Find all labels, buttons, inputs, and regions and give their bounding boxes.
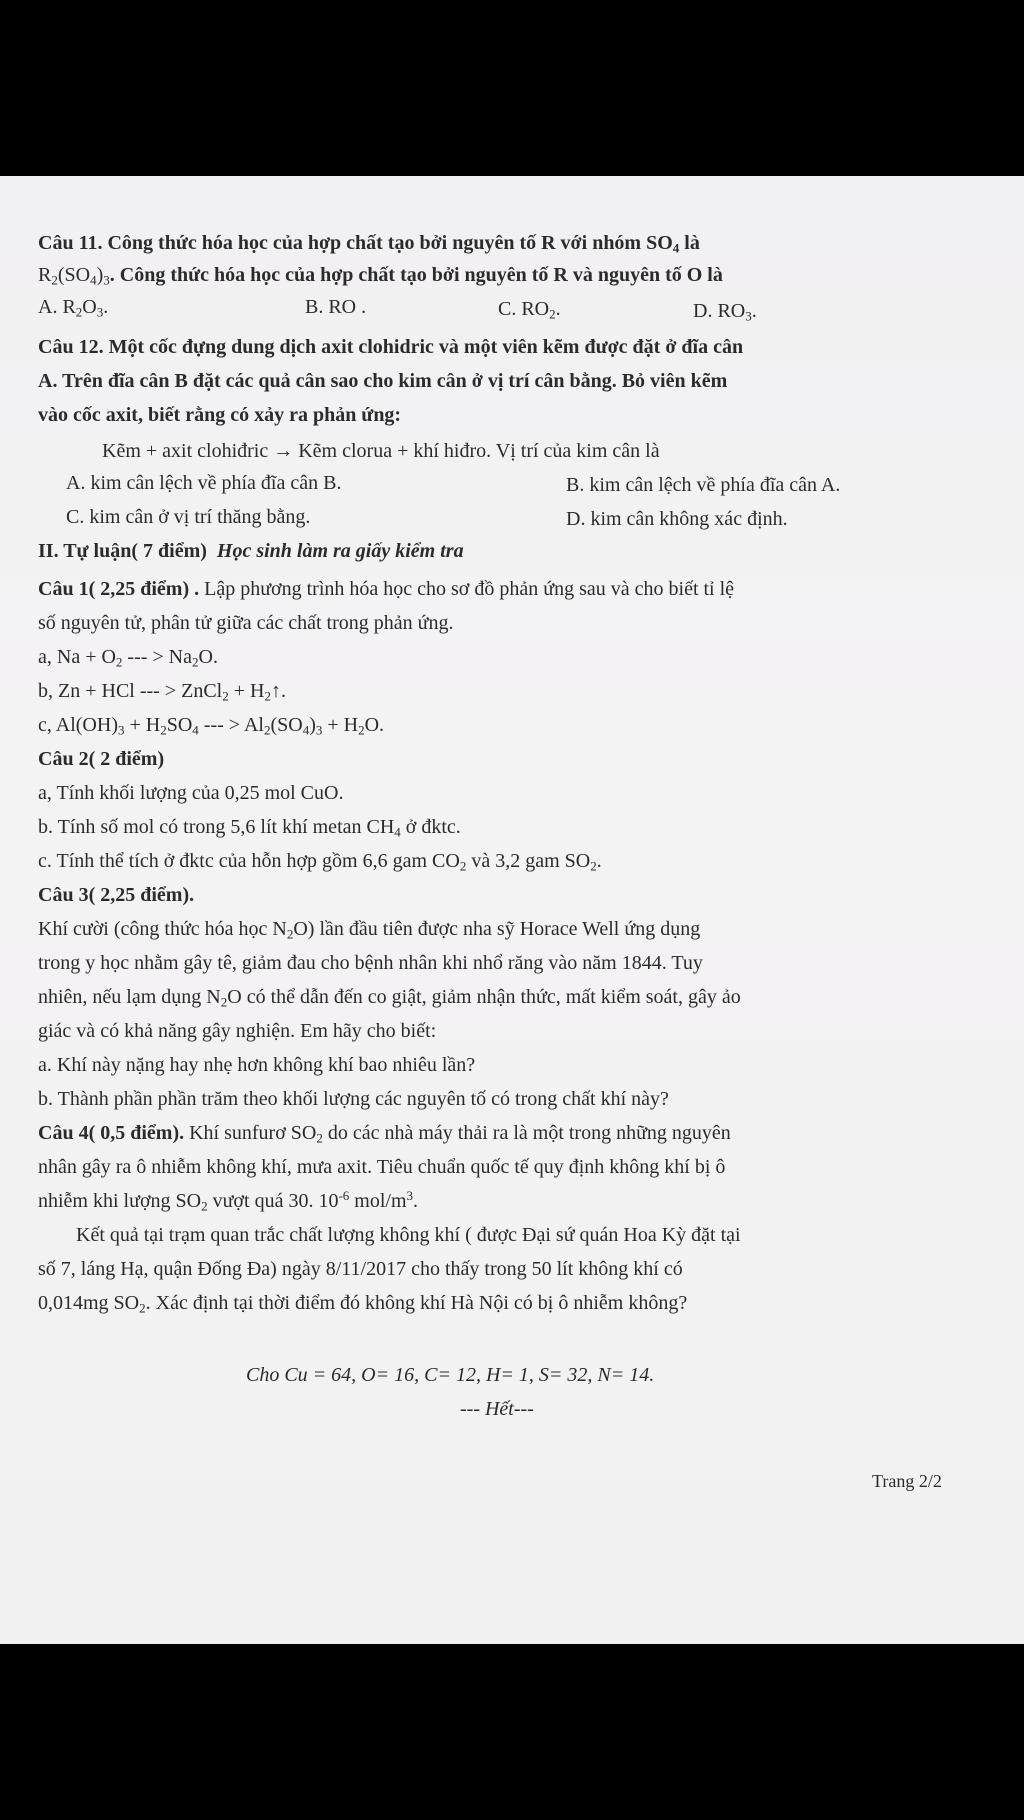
c1-line1: Câu 1( 2,25 điểm) . Lập phương trình hóa học cho sơ đồ phản ứng sau và cho biết tỉ lệ <box>38 578 735 600</box>
c2-a: a, Tính khối lượng của 0,25 mol CuO. <box>38 782 344 804</box>
page-number: Trang 2/2 <box>872 1471 942 1491</box>
c4-line5: số 7, láng Hạ, quận Đống Đa) ngày 8/11/2017 cho thấy trong 50 lít không khí có <box>38 1258 683 1280</box>
q12-option-c: C. kim cân ở vị trí thăng bằng. <box>66 506 311 528</box>
q11-option-b: B. RO . <box>305 296 367 318</box>
c2-head: Câu 2( 2 điểm) <box>38 748 165 770</box>
q11-option-a: A. $R_2O_3$. <box>38 296 109 320</box>
q11-line1: Câu 11. Công thức hóa học của hợp chất tạo bởi nguyên tố R với nhóm $SO_4$ là <box>38 232 700 256</box>
c4-line6: 0,014mg $SO_2$. Xác định tại thời điểm đó không khí Hà Nội có bị ô nhiễm không? <box>38 1292 688 1316</box>
c3-a: a. Khí này nặng hay nhẹ hơn không khí bao nhiêu lần? <box>38 1054 476 1076</box>
c4-line2: nhân gây ra ô nhiễm không khí, mưa axit. Tiêu chuẩn quốc tế quy định không khí bị ô <box>38 1156 726 1178</box>
c3-line3: nhiên, nếu lạm dụng $N_2O$ có thể dẫn đến co giật, giảm nhận thức, mất kiểm soát, gây ảo <box>38 986 741 1010</box>
c2-c: c. Tính thể tích ở đktc của hỗn hợp gồm 6,6 gam $CO_2$ và 3,2 gam $SO_2$. <box>38 850 602 874</box>
c3-b: b. Thành phần phần trăm theo khối lượng các nguyên tố có trong chất khí này? <box>38 1088 669 1110</box>
q12-line3: vào cốc axit, biết rằng có xảy ra phản ứng: <box>38 404 402 426</box>
q12-line1: Câu 12. Một cốc đựng dung dịch axit clohidric và một viên kẽm được đặt ở đĩa cân <box>38 336 744 358</box>
c4-line1: Câu 4( 0,5 điểm). Khí sunfurơ $SO_2$ do các nhà máy thải ra là một trong những nguyên <box>38 1122 731 1146</box>
q11-option-c: C. $RO_2$. <box>498 298 561 322</box>
c4-line3: nhiễm khi lượng $SO_2$ vượt quá 30. $10^{-6}$ mol/$m^3$. <box>38 1187 419 1214</box>
c3-head: Câu 3( 2,25 điểm). <box>38 884 195 906</box>
q12-option-d: D. kim cân không xác định. <box>566 508 788 530</box>
q11-line2: $R_2(SO_4)_3$. Công thức hóa học của hợp chất tạo bởi nguyên tố R và nguyên tố O là <box>38 264 723 288</box>
c3-line4: giác và có khả năng gây nghiện. Em hãy cho biết: <box>38 1020 437 1042</box>
c1-eq-b: b, Zn + HCl --- > ZnCl$_2$ + $H_2↑$. <box>38 680 286 704</box>
q11-option-d: D. $RO_3$. <box>693 300 757 324</box>
c3-line2: trong y học nhằm gây tê, giảm đau cho bệnh nhân khi nhổ răng vào năm 1844. Tuy <box>38 952 703 974</box>
c1-eq-c: c, $Al(OH)_3 + H_2SO_4$ --- > $Al_2(SO_4)_3 + H_2O$. <box>38 714 385 738</box>
c3-line1: Khí cười (công thức hóa học $N_2O$) lần đầu tiên được nha sỹ Horace Well ứng dụng <box>38 918 701 942</box>
given-atomic-masses: Cho Cu = 64, O= 16, C= 12, H= 1, S= 32, N= 14. <box>246 1364 655 1386</box>
q12-reaction: Kẽm + axit clohiđric → Kẽm clorua + khí hiđro. Vị trí của kim cân là <box>102 440 660 462</box>
c1-line2: số nguyên tử, phân tử giữa các chất trong phản ứng. <box>38 612 454 634</box>
c4-line4: Kết quả tại trạm quan trắc chất lượng không khí ( được Đại sứ quán Hoa Kỳ đặt tại <box>76 1224 741 1246</box>
q12-option-a: A. kim cân lệch về phía đĩa cân B. <box>66 472 342 494</box>
part2-title: II. Tự luận( 7 điểm) Học sinh làm ra giấy kiểm tra <box>38 540 464 562</box>
q12-line2: A. Trên đĩa cân B đặt các quả cân sao cho kim cân ở vị trí cân bằng. Bỏ viên kẽm <box>38 370 728 392</box>
q12-option-b: B. kim cân lệch về phía đĩa cân A. <box>566 474 841 496</box>
c2-b: b. Tính số mol có trong 5,6 lít khí metan $CH_4$ ở đktc. <box>38 816 461 840</box>
end-marker: --- Hết--- <box>460 1398 534 1420</box>
exam-page <box>0 176 1024 1644</box>
c1-eq-a: a, $Na + O_2$ --- > $Na_2O$. <box>38 646 218 670</box>
